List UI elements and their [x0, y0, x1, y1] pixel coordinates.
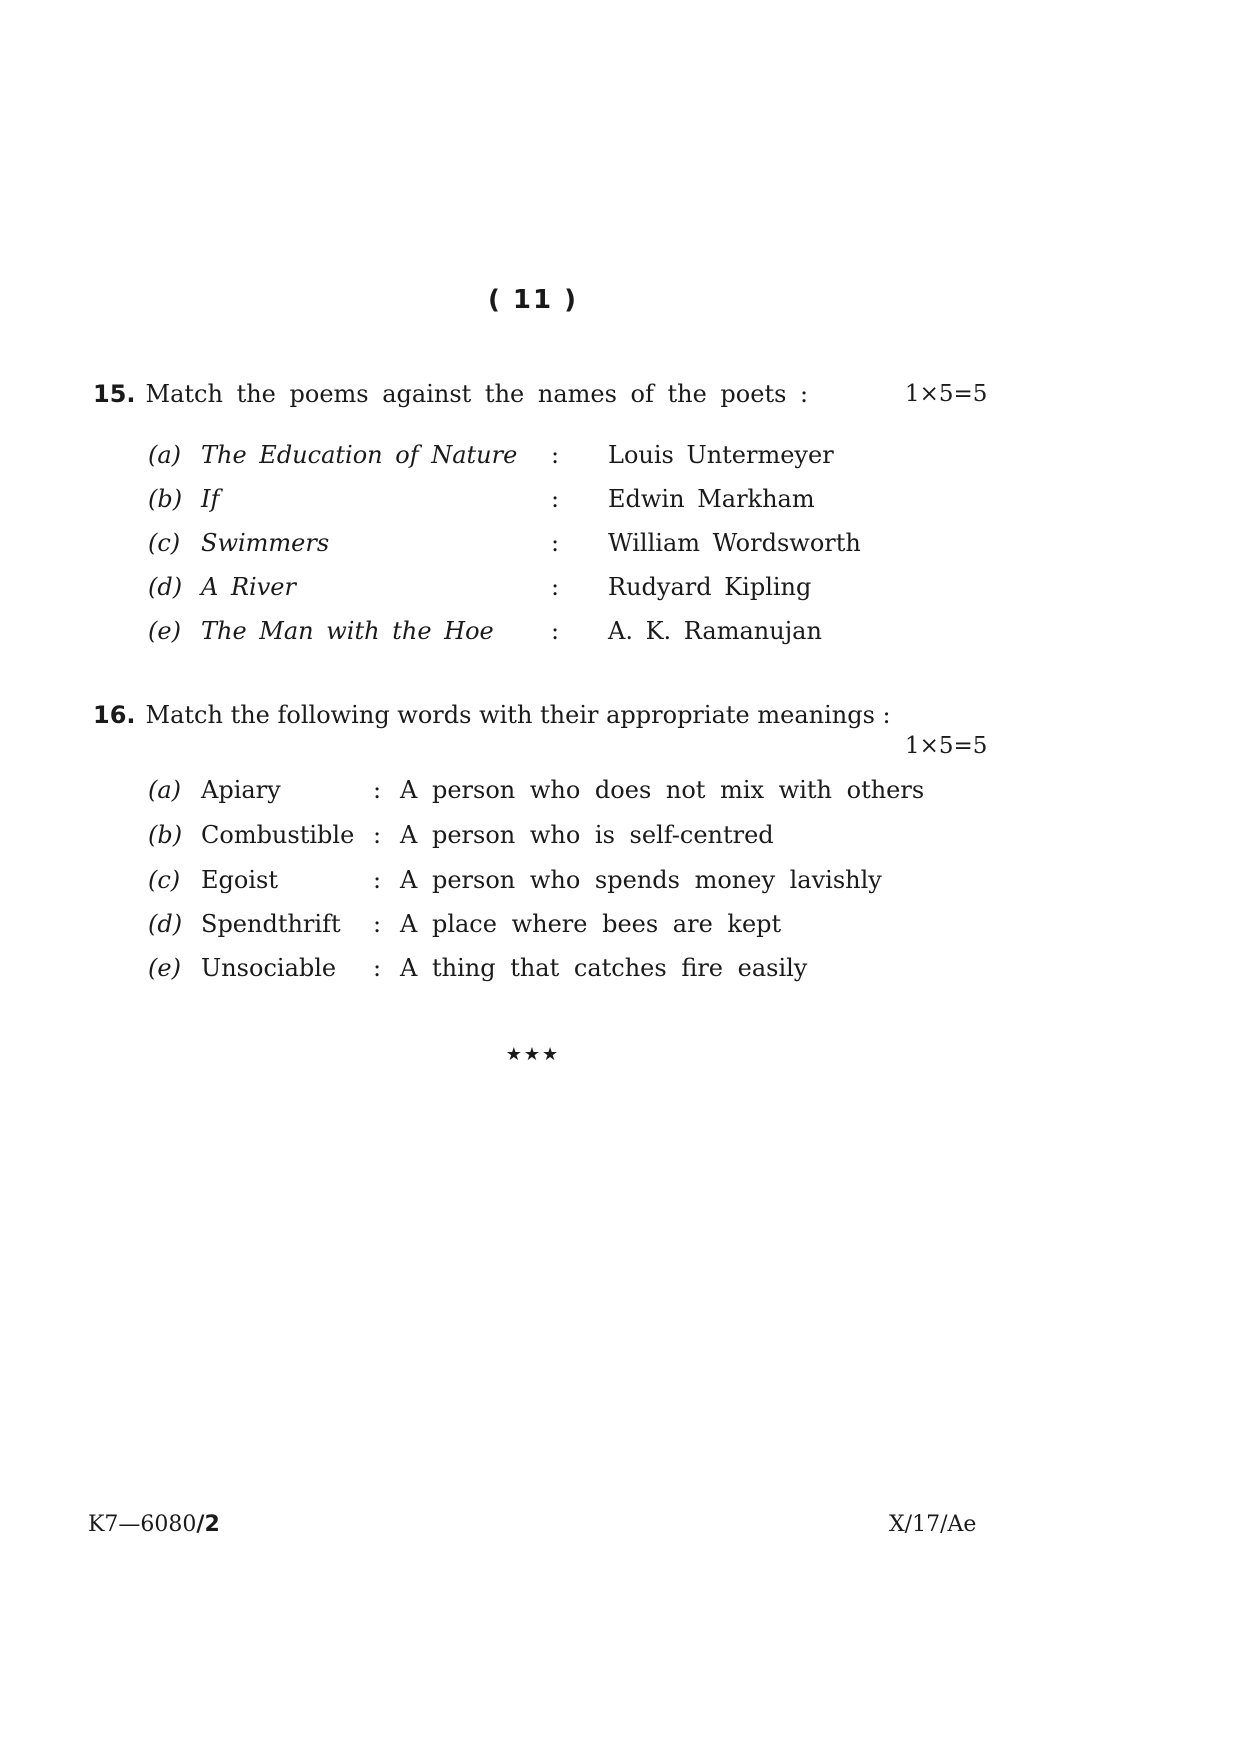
separator: :	[551, 617, 560, 645]
question-number: 16.	[93, 701, 136, 729]
page-number: ( 11 )	[487, 285, 579, 315]
option-label: (b)	[148, 485, 183, 513]
footer-reference: X/17/Ae	[889, 1512, 977, 1537]
question-16	[93, 701, 891, 729]
poet-name: Rudyard Kipling	[608, 573, 812, 601]
question-16-marks: 1×5=5	[905, 733, 988, 759]
question-text: Match the following words with their appropriate meanings :	[145, 701, 891, 729]
poem-title: Swimmers	[201, 529, 330, 557]
poem-title: A River	[201, 573, 296, 601]
poet-name: Louis Untermeyer	[608, 441, 834, 469]
option-label: (c)	[148, 529, 181, 557]
word: Combustible	[201, 821, 355, 849]
option-label: (c)	[148, 866, 181, 894]
separator: :	[373, 776, 382, 804]
option-label: (d)	[148, 910, 183, 938]
separator: :	[551, 485, 560, 513]
question-15	[93, 380, 808, 408]
word: Unsociable	[201, 954, 337, 982]
footer-code-prefix: K7—6080	[88, 1512, 197, 1537]
option-label: (a)	[148, 776, 182, 804]
separator: :	[551, 529, 560, 557]
meaning: A person who is self-centred	[400, 821, 774, 849]
meaning: A person who does not mix with others	[400, 776, 925, 804]
separator: :	[551, 573, 560, 601]
meaning: A person who spends money lavishly	[400, 866, 882, 894]
poet-name: William Wordsworth	[608, 529, 861, 557]
word: Apiary	[201, 776, 281, 804]
option-label: (e)	[148, 617, 181, 645]
end-of-section-stars: ★★★	[505, 1044, 561, 1065]
option-label: (b)	[148, 821, 183, 849]
poem-title: If	[201, 485, 220, 513]
meaning: A place where bees are kept	[400, 910, 782, 938]
poet-name: Edwin Markham	[608, 485, 815, 513]
question-text: Match the poems against the names of the poets :	[145, 380, 809, 408]
poem-title: The Man with the Hoe	[201, 617, 494, 645]
separator: :	[373, 910, 382, 938]
separator: :	[373, 866, 382, 894]
word: Spendthrift	[201, 910, 341, 938]
poet-name: A. K. Ramanujan	[608, 617, 822, 645]
option-label: (d)	[148, 573, 183, 601]
question-15-marks: 1×5=5	[905, 381, 988, 407]
poem-title: The Education of Nature	[201, 441, 518, 469]
separator: :	[373, 954, 382, 982]
footer-code	[88, 1512, 220, 1537]
option-label: (e)	[148, 954, 181, 982]
separator: :	[551, 441, 560, 469]
separator: :	[373, 821, 382, 849]
footer-code-suffix: /2	[196, 1512, 220, 1537]
word: Egoist	[201, 866, 278, 894]
question-number: 15.	[93, 380, 136, 408]
meaning: A thing that catches fire easily	[400, 954, 808, 982]
option-label: (a)	[148, 441, 182, 469]
